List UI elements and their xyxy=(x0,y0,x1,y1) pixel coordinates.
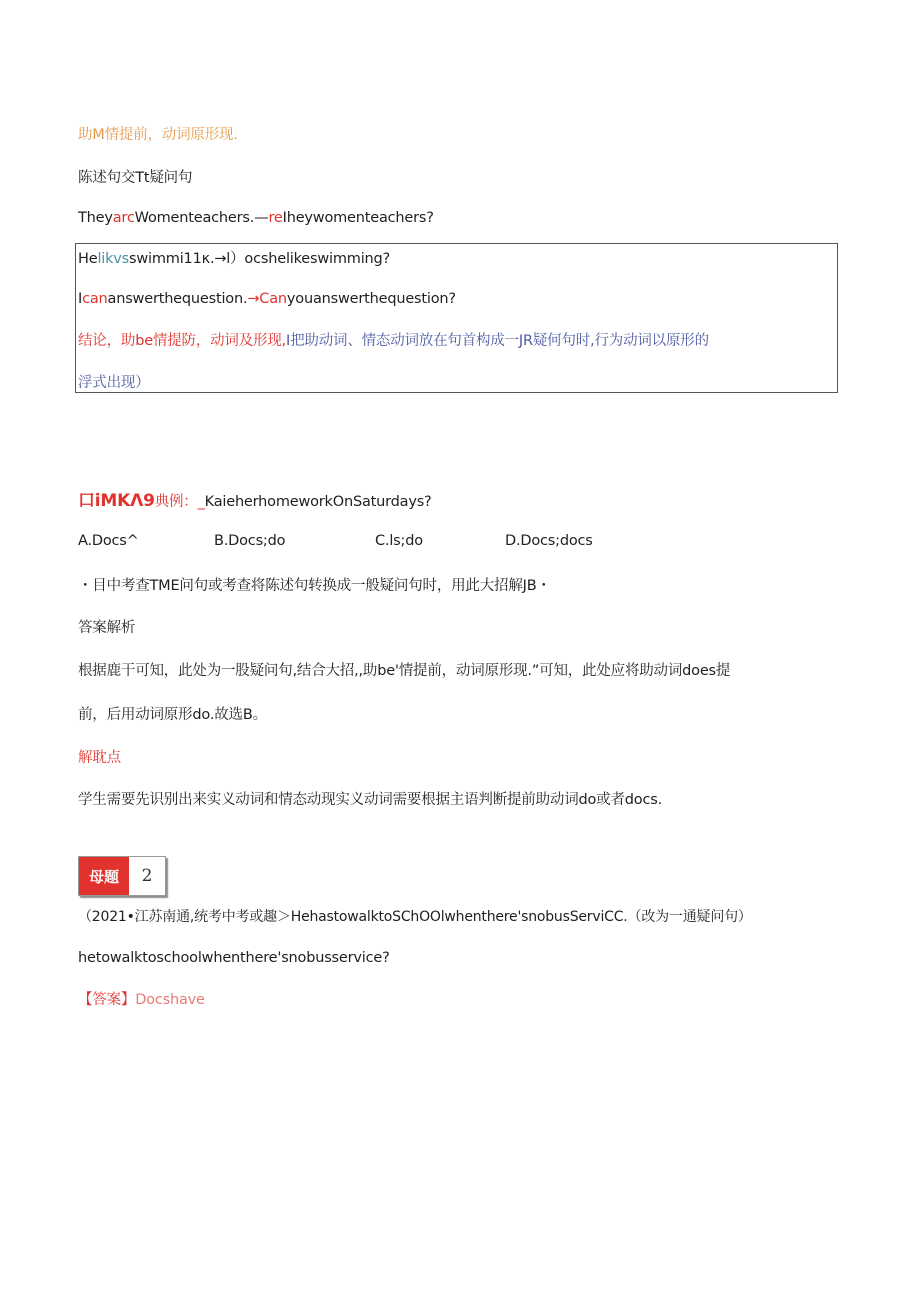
option-b: B.Docs;do xyxy=(214,533,286,549)
answer-2-value: Docshave xyxy=(135,992,205,1008)
box-line-3 xyxy=(78,331,709,351)
box-line3-a: 结论，助be情提防，动词及形现, xyxy=(78,333,287,349)
example-sentence-1 xyxy=(78,208,434,228)
answer-2 xyxy=(78,990,205,1010)
box-line1-a: He xyxy=(78,251,98,267)
box-line1-c: swimmi11κ.→l）ocshelikeswimming? xyxy=(129,251,391,267)
rule-line: 助M情提前，动词原形现. xyxy=(78,127,238,143)
badge-label: 母题 xyxy=(79,857,129,895)
box-line1-b: likvs xyxy=(97,251,130,267)
option-a: A.Docs^ xyxy=(78,533,139,549)
box-line2-e: youanswerthequestion? xyxy=(286,291,456,307)
box-line-1 xyxy=(78,249,390,269)
box-line2-b: can xyxy=(82,291,108,307)
example-heading-label2: 典例：_ xyxy=(154,494,205,510)
answer-2-label: 【答案】 xyxy=(78,992,136,1008)
box-line-2 xyxy=(78,289,456,309)
subtitle: 陈述句交Tt疑问句 xyxy=(78,170,193,186)
example1-e: Iheywomenteachers? xyxy=(282,210,434,226)
example-heading xyxy=(78,491,432,512)
badge-number: 2 xyxy=(141,866,153,886)
note: ・目中考查TME问句或考查将陈述句转换成一般疑问句时，用此大招解JB・ xyxy=(78,578,551,594)
example1-a: They xyxy=(78,210,113,226)
option-d: D.Docs;docs xyxy=(505,533,593,549)
example1-c: Womenteachers.— xyxy=(134,210,269,226)
answer-title: 答案解析 xyxy=(78,620,136,636)
box-line2-c: answerthequestion. xyxy=(107,291,248,307)
tips-text: 学生需要先识别出来实义动词和情态动现实义动词需要根据主语判断提前助动词do或者docs. xyxy=(78,792,662,808)
box-line2-d: →Can xyxy=(247,291,287,307)
tips-title: 解耽点 xyxy=(78,750,121,766)
example-heading-label: 口iMKΛ9 xyxy=(78,491,155,511)
box-line-4: 浮式出现） xyxy=(78,375,150,391)
option-c: C.ls;do xyxy=(375,533,423,549)
question-badge xyxy=(78,856,166,896)
example1-b: arc xyxy=(112,210,135,226)
box-line3-b: I把助动词、情态动词放在句首构成一JR疑何句时,行为动词以原形的 xyxy=(286,333,709,349)
analysis-line-2: 前，后用动词原形do.故选B。 xyxy=(78,707,267,723)
example1-d: re xyxy=(268,210,283,226)
example-heading-question: KaieherhomeworkOnSaturdays? xyxy=(204,494,432,510)
box-line2-a: I xyxy=(78,291,83,307)
analysis-line-1: 根据鹿干可知，此处为一股疑问句,结合大招,,助be'情提前，动词原形现.”可知，此处应将助动词does提 xyxy=(78,663,731,679)
question-2-blank: hetowalktoschoolwhenthere'snobusservice? xyxy=(78,950,390,966)
question-2: （2021•江苏南通,统考中考或趣＞HehastowalktoSChOOlwhenthere'snobusServiCC.（改为一通疑问句） xyxy=(78,909,752,925)
